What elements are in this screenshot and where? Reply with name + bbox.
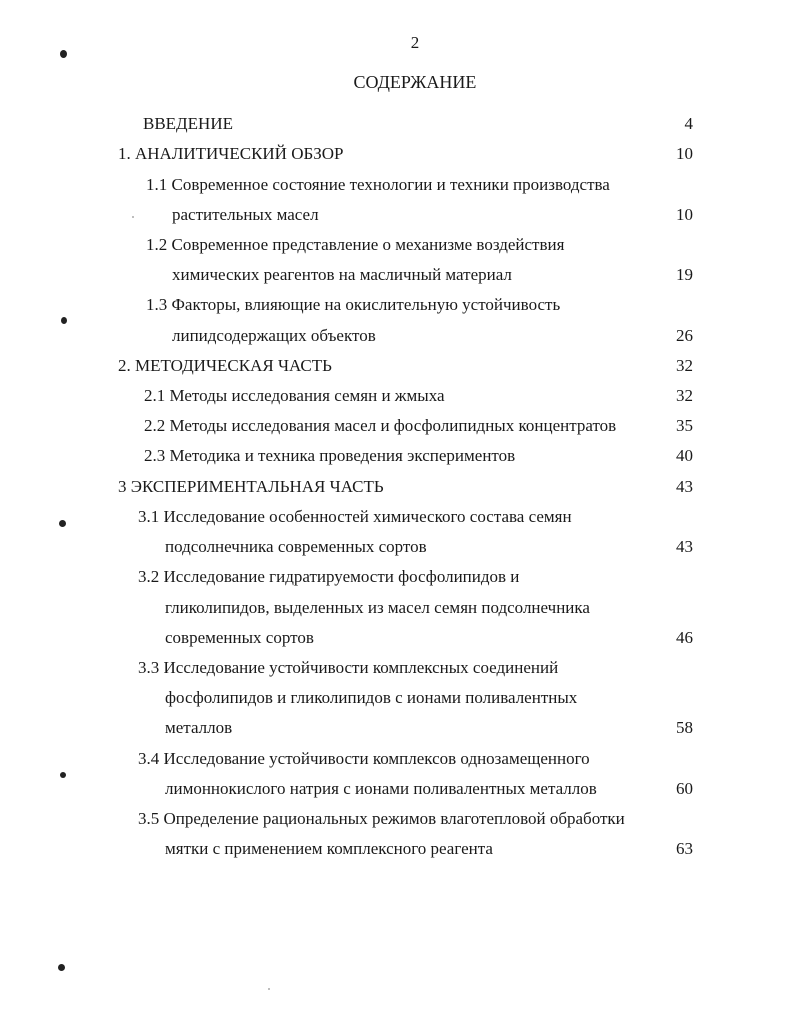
toc-page-3-1: 43 bbox=[676, 537, 693, 556]
toc-page-1-2: 19 bbox=[676, 265, 693, 284]
scan-speck-2 bbox=[61, 317, 67, 324]
toc-entry-3-3-cont-2: металлов bbox=[165, 718, 233, 737]
scan-speck-5 bbox=[58, 964, 65, 971]
scan-speck-7 bbox=[268, 988, 270, 990]
toc-entry-3-4: 3.4 Исследование устойчивости комплексов однозамещенного bbox=[138, 749, 590, 768]
toc-page-2-1: 32 bbox=[676, 386, 693, 405]
toc-entry-1-3-cont: липидсодержащих объектов bbox=[172, 326, 376, 345]
toc-entry-3-2: 3.2 Исследование гидратируемости фосфолипидов и bbox=[138, 567, 520, 586]
toc-entry-3-2-cont: гликолипидов, выделенных из масел семян подсолнечника bbox=[165, 598, 590, 617]
toc-page-2-2: 35 bbox=[676, 416, 693, 435]
toc-entry-3-3: 3.3 Исследование устойчивости комплексных соединений bbox=[138, 658, 559, 677]
toc-entry-3-3-cont: фосфолипидов и гликолипидов с ионами поливалентных bbox=[165, 688, 578, 707]
page-title: СОДЕРЖАНИЕ bbox=[353, 72, 477, 92]
toc-page-3-2: 46 bbox=[676, 628, 693, 647]
toc-entry-1-3: 1.3 Факторы, влияющие на окислительную устойчивость bbox=[146, 295, 561, 314]
toc-page-1-3: 26 bbox=[676, 326, 693, 345]
toc-entry-1-2-cont: химических реагентов на масличный материал bbox=[172, 265, 512, 284]
toc-entry-3-1: 3.1 Исследование особенностей химического состава семян bbox=[138, 507, 572, 526]
toc-entry-3-5-cont: мятки с применением комплексного реагента bbox=[165, 839, 493, 858]
scan-speck-6 bbox=[132, 216, 134, 218]
toc-page-3-3: 58 bbox=[676, 718, 693, 737]
toc-page-3-5: 63 bbox=[676, 839, 693, 858]
toc-page-3-4: 60 bbox=[676, 779, 693, 798]
toc-entry-1-1-cont: растительных масел bbox=[172, 205, 319, 224]
scan-speck-3 bbox=[59, 520, 66, 527]
toc-entry-2-2: 2.2 Методы исследования масел и фосфолипидных концентратов bbox=[144, 416, 617, 435]
toc-page-intro: 4 bbox=[684, 114, 693, 133]
toc-page-section-1: 10 bbox=[676, 144, 693, 163]
toc-entry-2-1: 2.1 Методы исследования семян и жмыха bbox=[144, 386, 445, 405]
toc-page-1-1: 10 bbox=[676, 205, 693, 224]
toc-entry-intro: ВВЕДЕНИЕ bbox=[143, 114, 233, 133]
toc-entry-3-5: 3.5 Определение рациональных режимов влаготепловой обработки bbox=[138, 809, 625, 828]
toc-entry-section-1: 1. АНАЛИТИЧЕСКИЙ ОБЗОР bbox=[118, 144, 344, 163]
page-number: 2 bbox=[410, 33, 420, 52]
toc-entry-1-2: 1.2 Современное представление о механизме воздействия bbox=[146, 235, 565, 254]
toc-entry-section-3: 3 ЭКСПЕРИМЕНТАЛЬНАЯ ЧАСТЬ bbox=[118, 477, 384, 496]
toc-entry-1-1: 1.1 Современное состояние технологии и техники производства bbox=[146, 175, 610, 194]
toc-entry-3-4-cont: лимоннокислого натрия с ионами поливалентных металлов bbox=[165, 779, 597, 798]
scan-speck-1 bbox=[60, 50, 67, 58]
toc-page-2-3: 40 bbox=[676, 446, 693, 465]
toc-entry-3-2-cont-2: современных сортов bbox=[165, 628, 314, 647]
toc-entry-section-2: 2. МЕТОДИЧЕСКАЯ ЧАСТЬ bbox=[118, 356, 332, 375]
toc-page-section-3: 43 bbox=[676, 477, 693, 496]
toc-page-section-2: 32 bbox=[676, 356, 693, 375]
scan-speck-4 bbox=[60, 772, 66, 778]
toc-entry-2-3: 2.3 Методика и техника проведения экспериментов bbox=[144, 446, 516, 465]
toc-entry-3-1-cont: подсолнечника современных сортов bbox=[165, 537, 427, 556]
